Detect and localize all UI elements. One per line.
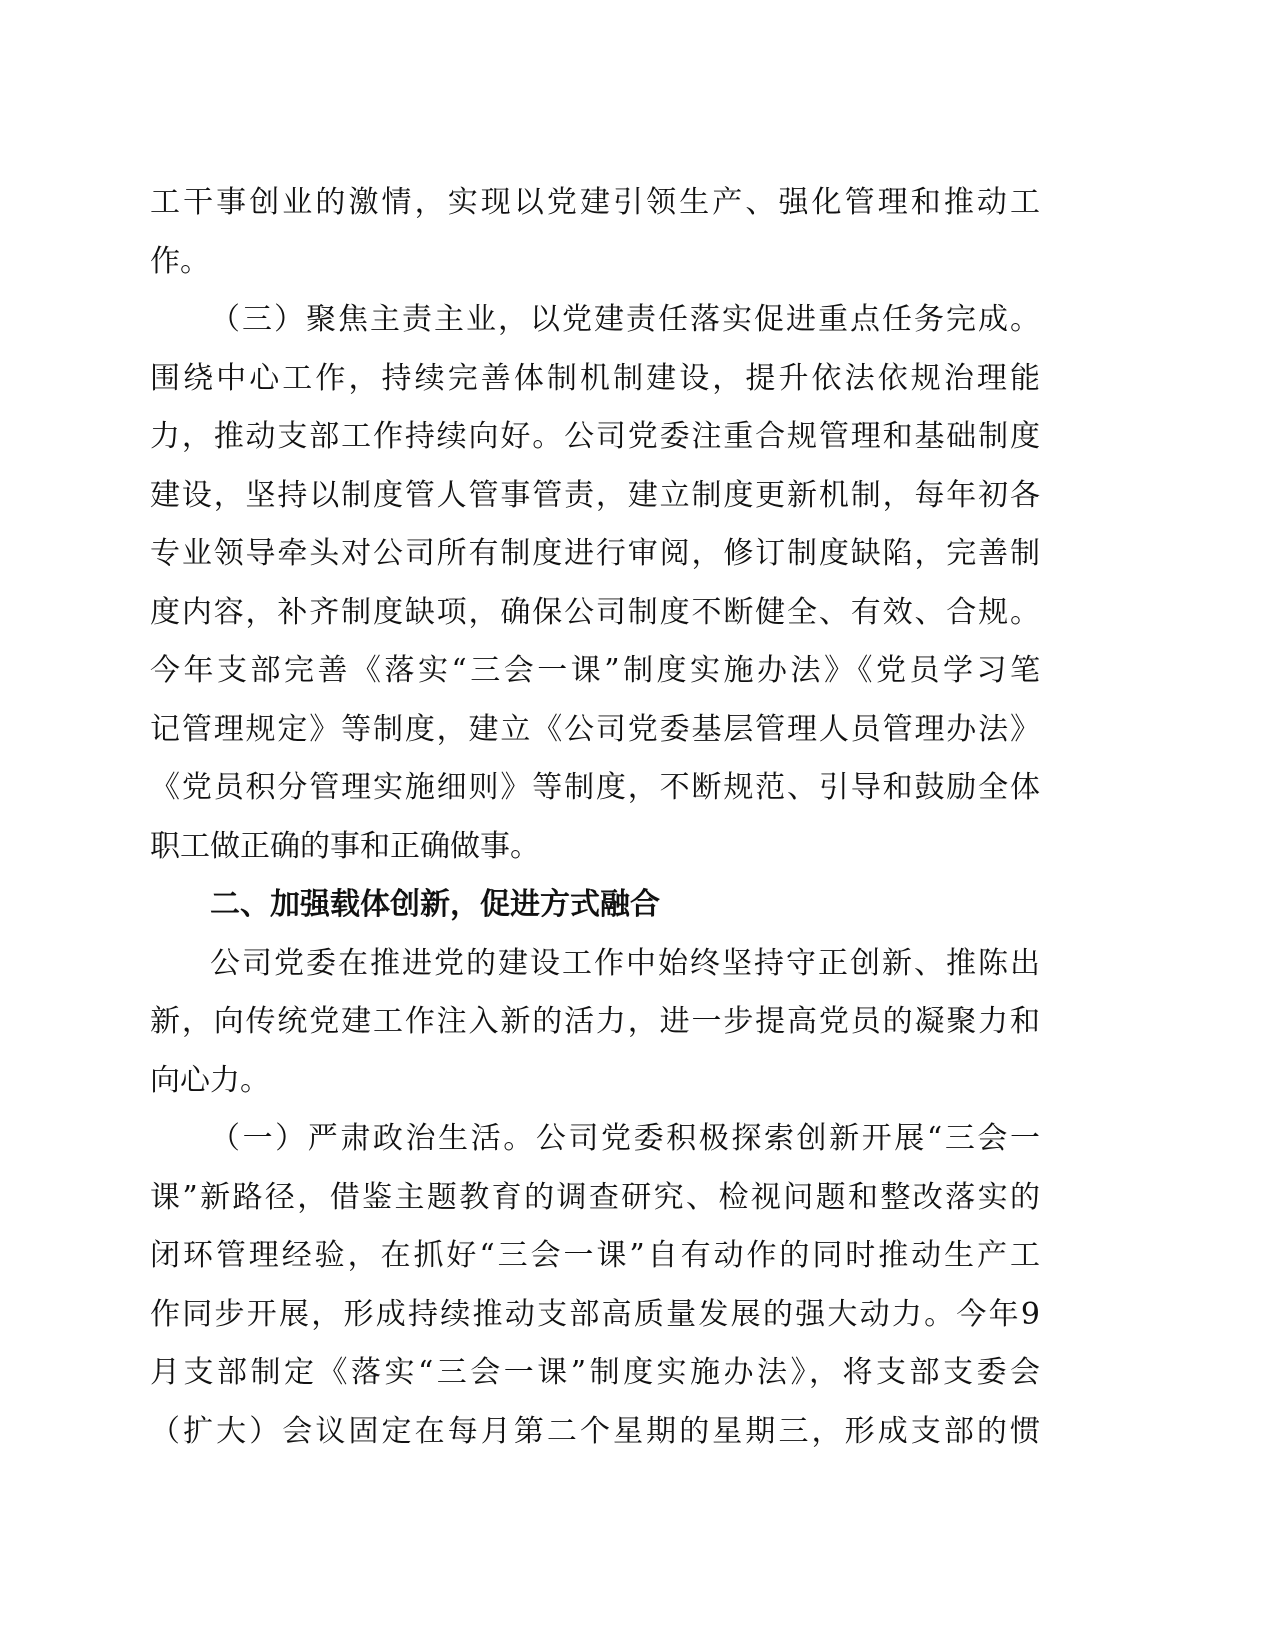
text-line: 力，推动支部工作持续向好。公司党委注重合规管理和基础制度 <box>150 419 1040 454</box>
text-line: 作同步开展，形成持续推动支部高质量发展的强大动力。今年9 <box>150 1296 1040 1332</box>
text-line: 专业领导牵头对公司所有制度进行审阅，修订制度缺陷，完善制 <box>150 536 1040 571</box>
text-line: 建设，坚持以制度管人管事管责，建立制度更新机制，每年初各 <box>150 477 1040 513</box>
text-line: 新，向传统党建工作注入新的活力，进一步提高党员的凝聚力和 <box>150 1004 1040 1039</box>
text-line: 职工做正确的事和正确做事。 <box>150 828 540 864</box>
section-heading: 二、加强载体创新，促进方式融合 <box>210 887 660 922</box>
text-line: 工干事创业的激情，实现以党建引领生产、强化管理和推动工 <box>150 185 1040 220</box>
section-subheading-line: （三）聚焦主责主业，以党建责任落实促进重点任务完成。 <box>210 302 1040 337</box>
text-line: 公司党委在推进党的建设工作中始终坚持守正创新、推陈出 <box>210 945 1040 981</box>
text-line: 课”新路径，借鉴主题教育的调查研究、检视问题和整改落实的 <box>150 1179 1040 1215</box>
text-line: 向心力。 <box>150 1062 270 1098</box>
text-line: 闭环管理经验，在抓好“三会一课”自有动作的同时推动生产工 <box>150 1238 1040 1273</box>
text-line: 记管理规定》等制度，建立《公司党委基层管理人员管理办法》 <box>150 711 1040 747</box>
text-line: （扩大）会议固定在每月第二个星期的星期三，形成支部的惯 <box>150 1413 1040 1449</box>
text-line: 度内容，补齐制度缺项，确保公司制度不断健全、有效、合规。 <box>150 594 1040 630</box>
text-line: 作。 <box>150 243 210 279</box>
document-body <box>150 174 1040 1461</box>
text-line: 《党员积分管理实施细则》等制度，不断规范、引导和鼓励全体 <box>150 770 1040 805</box>
text-line: 月支部制定《落实“三会一课”制度实施办法》，将支部支委会 <box>150 1355 1040 1390</box>
text-line: 今年支部完善《落实“三会一课”制度实施办法》《党员学习笔 <box>150 653 1040 688</box>
text-line: 围绕中心工作，持续完善体制机制建设，提升依法依规治理能 <box>150 360 1040 396</box>
section-subheading-line: （一）严肃政治生活。公司党委积极探索创新开展“三会一 <box>210 1121 1040 1156</box>
